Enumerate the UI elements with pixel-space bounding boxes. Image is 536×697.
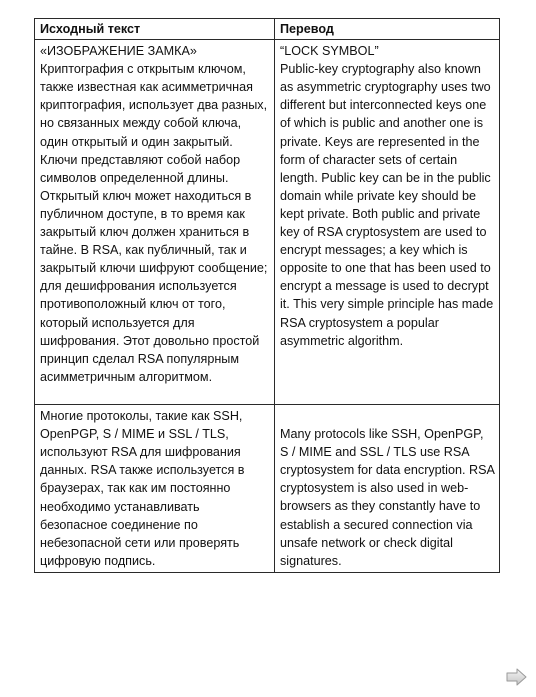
source-paragraph: Многие протоколы, такие как SSH, OpenPGP, S / MIME и SSL / TLS, используют RSA для шифрования данных. RSA также используется в браузерах, так как им постоянно необходимо устанавливать безопасное соединение по небезопасной сети или проверять цифровую подпись.	[40, 409, 245, 568]
table-header-row	[35, 19, 500, 40]
header-source-text: Исходный текст	[35, 19, 275, 40]
translation-cell	[275, 40, 500, 405]
translation-paragraph: Many protocols like SSH, OpenPGP, S / MIME and SSL / TLS use RSA cryptosystem for data encryption. RSA cryptosystem is also used in web-browsers as they constantly have to establish a secured connection via unsafe network or check digital signatures.	[280, 427, 495, 568]
source-cell	[35, 40, 275, 405]
translation-paragraph: “LOCK SYMBOL” Public-key cryptography also known as asymmetric cryptography uses two different but interconnected keys one of which is public and another one is private. Keys are represented in the form of character sets of certain length. Public key can be in the public domain while private key should be kept private. Both public and private key of RSA cryptosystem are used to encrypt messages; a key which is opposite to one that has been used to encrypt a message is used to decrypt it. This very simple principle has made RSA cryptosystem a popular asymmetric algorithm.	[280, 44, 494, 348]
source-paragraph: «ИЗОБРАЖЕНИЕ ЗАМКА» Криптография с открытым ключом, также известная как асимметричная криптография, использует два разных, но связанных между собой ключа, один открытый и один закрытый. Ключи представляют собой набор символов определенной длины. Открытый ключ может находиться в публичном доступе, в то время как закрытый ключ должен храниться в тайне. В RSA, как публичный, так и закрытый ключи шифруют сообщение; для дешифрования используется противоположный ключ от того, который используется для шифрования. Этот довольно простой принцип сделал RSA популярным асимметричным алгоритмом.	[40, 44, 268, 384]
translation-table	[34, 18, 500, 573]
table-row	[35, 40, 500, 405]
table-row	[35, 405, 500, 573]
next-arrow-icon-svg	[506, 668, 528, 686]
next-arrow-icon[interactable]	[506, 668, 528, 686]
translation-cell	[275, 405, 500, 573]
source-cell	[35, 405, 275, 573]
header-translation: Перевод	[275, 19, 500, 40]
